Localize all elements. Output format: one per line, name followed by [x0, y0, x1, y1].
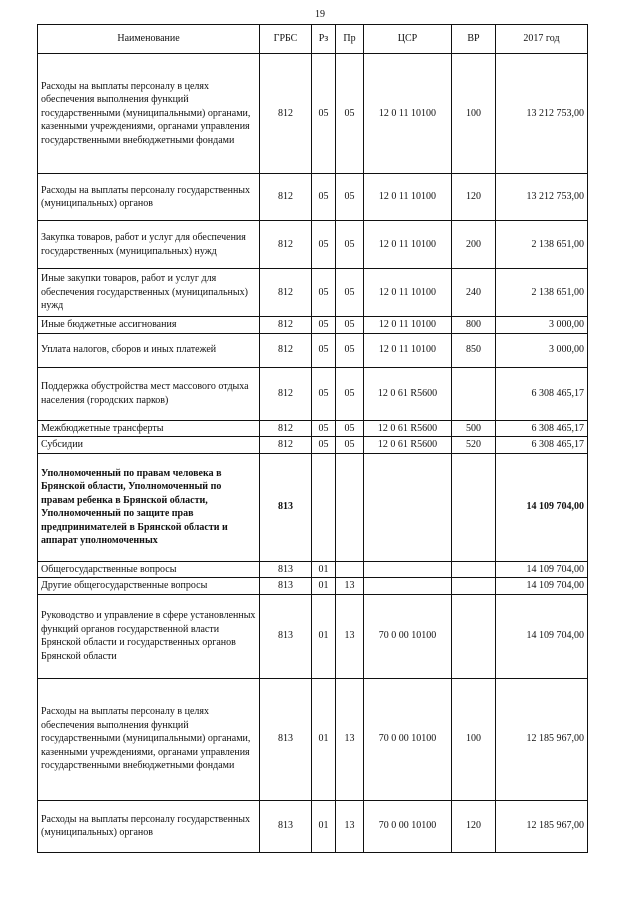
- row-rz: 01: [312, 800, 336, 852]
- row-vr: [452, 367, 496, 420]
- table-row: [38, 678, 588, 800]
- row-grbs: 812: [260, 420, 312, 437]
- row-grbs: 813: [260, 594, 312, 678]
- header-year: 2017 год: [496, 25, 588, 54]
- row-vr: [452, 561, 496, 578]
- row-vr: 240: [452, 269, 496, 317]
- row-grbs: 812: [260, 333, 312, 367]
- row-vr: 850: [452, 333, 496, 367]
- row-vr: 800: [452, 317, 496, 334]
- row-pr: 13: [336, 800, 364, 852]
- row-pr: 13: [336, 594, 364, 678]
- row-grbs: 812: [260, 269, 312, 317]
- header-grbs: ГРБС: [260, 25, 312, 54]
- row-name: Уплата налогов, сборов и иных платежей: [38, 333, 260, 367]
- page-number: 19: [315, 9, 325, 20]
- row-csr: 70 0 00 10100: [364, 594, 452, 678]
- row-csr: 12 0 61 R5600: [364, 367, 452, 420]
- row-rz: 05: [312, 437, 336, 454]
- row-rz: 01: [312, 561, 336, 578]
- table-row: [38, 221, 588, 269]
- row-csr: 12 0 11 10100: [364, 317, 452, 334]
- row-amount: 13 212 753,00: [496, 54, 588, 174]
- table-row: [38, 453, 588, 561]
- row-amount: 6 308 465,17: [496, 420, 588, 437]
- row-amount: 14 109 704,00: [496, 453, 588, 561]
- row-csr: [364, 578, 452, 595]
- row-pr: 13: [336, 578, 364, 595]
- row-grbs: 812: [260, 367, 312, 420]
- row-amount: 6 308 465,17: [496, 367, 588, 420]
- table-row: [38, 437, 588, 454]
- row-name: Закупка товаров, работ и услуг для обеспечения государственных (муниципальных) нужд: [38, 221, 260, 269]
- row-name: Расходы на выплаты персоналу в целях обеспечения выполнения функций государственными (муниципальными) органами, казенными учреждениями, органами управления государственными внебюджетными фондами: [38, 54, 260, 174]
- table-row: [38, 333, 588, 367]
- row-pr: 13: [336, 678, 364, 800]
- row-name: Другие общегосударственные вопросы: [38, 578, 260, 595]
- row-rz: 05: [312, 54, 336, 174]
- row-name: Расходы на выплаты персоналу государственных (муниципальных) органов: [38, 174, 260, 221]
- row-pr: 05: [336, 174, 364, 221]
- row-vr: [452, 594, 496, 678]
- row-name: Субсидии: [38, 437, 260, 454]
- row-amount: 3 000,00: [496, 333, 588, 367]
- row-amount: 3 000,00: [496, 317, 588, 334]
- row-name: Руководство и управление в сфере установленных функций органов государственной власти Брянской области и государственных органов Брянской области: [38, 594, 260, 678]
- table-row: [38, 317, 588, 334]
- row-name: Поддержка обустройства мест массового отдыха населения (городских парков): [38, 367, 260, 420]
- row-vr: 100: [452, 54, 496, 174]
- row-vr: 200: [452, 221, 496, 269]
- row-csr: 12 0 11 10100: [364, 54, 452, 174]
- row-pr: 05: [336, 420, 364, 437]
- table-row: [38, 800, 588, 852]
- row-csr: 12 0 11 10100: [364, 333, 452, 367]
- row-grbs: 812: [260, 174, 312, 221]
- row-rz: 05: [312, 269, 336, 317]
- table-row: [38, 54, 588, 174]
- row-grbs: 812: [260, 54, 312, 174]
- table-row: [38, 578, 588, 595]
- row-grbs: 813: [260, 800, 312, 852]
- budget-table: [37, 24, 588, 853]
- row-vr: 120: [452, 800, 496, 852]
- row-rz: 01: [312, 678, 336, 800]
- table-row: [38, 594, 588, 678]
- row-vr: 100: [452, 678, 496, 800]
- row-vr: [452, 578, 496, 595]
- row-name: Уполномоченный по правам человека в Брянской области, Уполномоченный по правам ребенка в Брянской области, Уполномоченный по защите прав предпринимателей в Брянской области и аппарат уполномоченных: [38, 453, 260, 561]
- row-rz: 01: [312, 578, 336, 595]
- row-rz: 05: [312, 420, 336, 437]
- row-amount: 14 109 704,00: [496, 578, 588, 595]
- row-grbs: 812: [260, 317, 312, 334]
- row-amount: 14 109 704,00: [496, 561, 588, 578]
- table-header-row: [38, 25, 588, 54]
- header-pr: Пр: [336, 25, 364, 54]
- row-rz: 05: [312, 367, 336, 420]
- row-grbs: 812: [260, 437, 312, 454]
- row-vr: 500: [452, 420, 496, 437]
- row-amount: 12 185 967,00: [496, 678, 588, 800]
- row-name: Межбюджетные трансферты: [38, 420, 260, 437]
- table-row: [38, 174, 588, 221]
- row-grbs: 813: [260, 578, 312, 595]
- row-csr: [364, 561, 452, 578]
- row-name: Иные бюджетные ассигнования: [38, 317, 260, 334]
- row-grbs: 813: [260, 453, 312, 561]
- row-vr: [452, 453, 496, 561]
- row-csr: 12 0 11 10100: [364, 221, 452, 269]
- row-grbs: 813: [260, 678, 312, 800]
- row-pr: 05: [336, 437, 364, 454]
- table-row: [38, 420, 588, 437]
- header-vr: ВР: [452, 25, 496, 54]
- table-row: [38, 269, 588, 317]
- row-amount: 13 212 753,00: [496, 174, 588, 221]
- row-pr: [336, 453, 364, 561]
- row-name: Общегосударственные вопросы: [38, 561, 260, 578]
- header-csr: ЦСР: [364, 25, 452, 54]
- row-amount: 2 138 651,00: [496, 221, 588, 269]
- row-pr: 05: [336, 367, 364, 420]
- row-rz: [312, 453, 336, 561]
- row-rz: 05: [312, 317, 336, 334]
- row-rz: 01: [312, 594, 336, 678]
- row-pr: 05: [336, 221, 364, 269]
- row-csr: 12 0 61 R5600: [364, 437, 452, 454]
- row-vr: 520: [452, 437, 496, 454]
- row-csr: 12 0 11 10100: [364, 174, 452, 221]
- row-amount: 12 185 967,00: [496, 800, 588, 852]
- row-csr: [364, 453, 452, 561]
- row-pr: 05: [336, 333, 364, 367]
- row-amount: 2 138 651,00: [496, 269, 588, 317]
- header-rz: Рз: [312, 25, 336, 54]
- row-csr: 12 0 61 R5600: [364, 420, 452, 437]
- row-pr: 05: [336, 269, 364, 317]
- row-csr: 70 0 00 10100: [364, 800, 452, 852]
- row-name: Расходы на выплаты персоналу в целях обеспечения выполнения функций государственными (муниципальными) органами, казенными учреждениями, органами управления государственными внебюджетными фондами: [38, 678, 260, 800]
- table-row: [38, 561, 588, 578]
- row-rz: 05: [312, 333, 336, 367]
- row-grbs: 813: [260, 561, 312, 578]
- row-name: Иные закупки товаров, работ и услуг для обеспечения государственных (муниципальных) нужд: [38, 269, 260, 317]
- row-grbs: 812: [260, 221, 312, 269]
- row-pr: 05: [336, 317, 364, 334]
- header-name: Наименование: [38, 25, 260, 54]
- row-vr: 120: [452, 174, 496, 221]
- row-amount: 14 109 704,00: [496, 594, 588, 678]
- row-pr: 05: [336, 54, 364, 174]
- row-pr: [336, 561, 364, 578]
- row-csr: 12 0 11 10100: [364, 269, 452, 317]
- row-rz: 05: [312, 221, 336, 269]
- row-amount: 6 308 465,17: [496, 437, 588, 454]
- row-csr: 70 0 00 10100: [364, 678, 452, 800]
- table-row: [38, 367, 588, 420]
- row-name: Расходы на выплаты персоналу государственных (муниципальных) органов: [38, 800, 260, 852]
- row-rz: 05: [312, 174, 336, 221]
